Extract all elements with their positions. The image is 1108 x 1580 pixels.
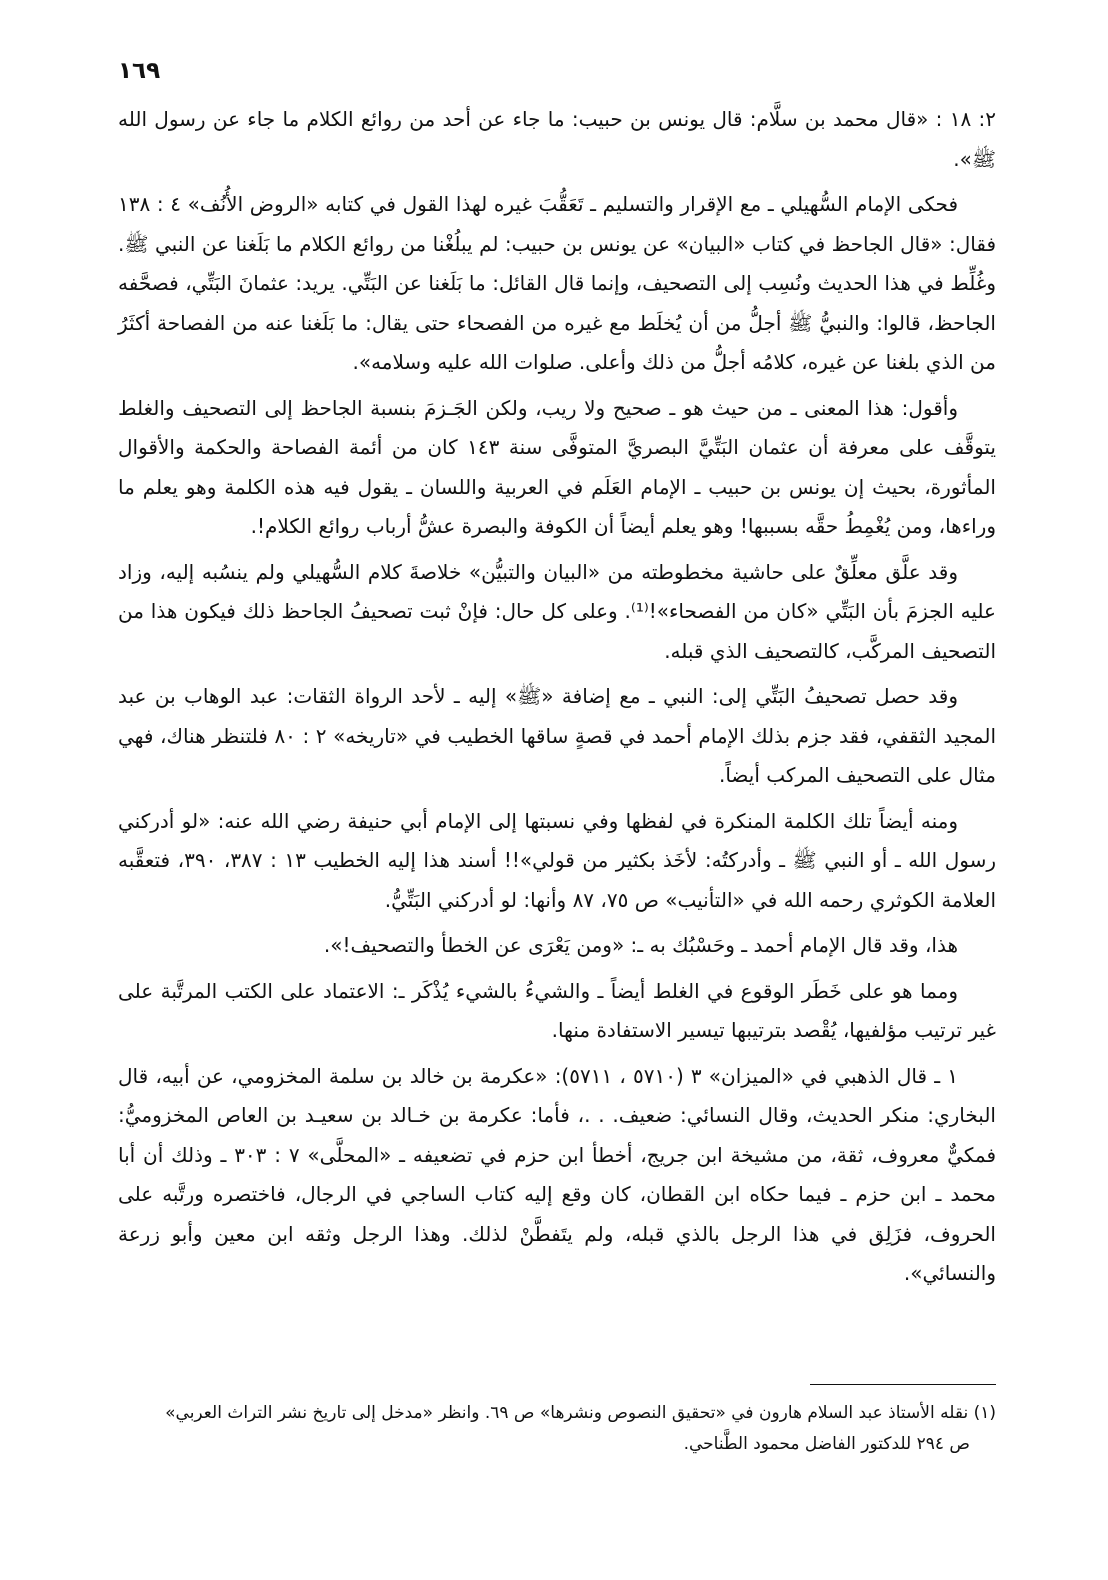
paragraph-abu-hanifa: ومنه أيضاً تلك الكلمة المنكرة في لفظها وفي نسبتها إلى الإمام أبي حنيفة رضي الله عنه: «لو أدركني رسول الله ـ أو النبي ﷺ ـ وأدركتُه: لأخَذ بكثير من قولي»!! أسند هذا إليه الخطيب ١٣ : ٣٨٧، ٣٩٠، فتعقَّبه العلامة الكوثري رحمه الله في «التأنيب» ص ٧٥، ٨٧ وأنها: لو أدركني البَتِّيُّ. bbox=[118, 808, 997, 912]
paragraph-margin-note: وقد علَّق معلِّقٌ على حاشية مخطوطته من «البيان والتبيُّن» خلاصةَ كلام السُّهيلي ولم ينسُبه إليه، وزاد عليه الجزمَ بأن البَتِّي «كان من الفصحاء»!⁽¹⁾. وعلى كل حال: فإنْ ثبت تصحيفُ الجاحظ ذلك فيكون هذا من التصحيف المركَّب، كالتصحيف الذي قبله. bbox=[118, 559, 996, 663]
paragraph-suhayli: فحكى الإمام السُّهيلي ـ مع الإقرار والتسليم ـ تَعَقُّبَ غيره لهذا القول في كتابه «الروض الأُنُف» ٤ : ١٣٨ فقال: «قال الجاحظ في كتاب «البيان» عن يونس بن حبيب: لم يبلُغْنا من روائع الكلام ما بَلَغنا عن النبي ﷺ. وغُلِّط في هذا الحديث ونُسِب إلى التصحيف، وإنما قال القائل: ما بَلَغنا عن البَتِّي. يريد: عثمانَ البَتِّي، فصحَّفه الجاحظ، قالوا: والنبيُّ ﷺ أجلُّ من أن يُخلَط مع غيره من الفصحاء حتى يقال: ما بَلَغنا عنه من الفصاحة أكثَرُ من الذي بلغنا عن غيره، كلامُه أجلُّ من ذلك وأعلى. صلوات الله عليه وسلامه». bbox=[118, 192, 996, 374]
footnote-line-1: (١) نقله الأستاذ عبد السلام هارون في «تحقيق النصوص ونشرها» ص ٦٩. وانظر «مدخل إلى تاريخ نشر التراث العربي» bbox=[165, 1403, 996, 1423]
footnote-divider bbox=[810, 1384, 996, 1385]
footnote-line-2: ص ٢٩٤ للدكتور الفاضل محمود الطَّناحي. bbox=[683, 1434, 970, 1454]
paragraph-ordering: ومما هو على خَطَر الوقوع في الغلط أيضاً ـ والشيءُ بالشيء يُذْكَر ـ: الاعتماد على الكتب المرتَّبة على غير ترتيب مؤلفيها، يُقْصد بترتيبها تيسير الاستفادة منها. bbox=[118, 978, 996, 1042]
paragraph-dhahabi: ١ ـ قال الذهبي في «الميزان» ٣ (٥٧١٠ ، ٥٧١١): «عكرمة بن خالد بن سلمة المخزومي، عن أبيه، قال البخاري: منكر الحديث، وقال النسائي: ضعيف. . .، فأما: عكرمة بن خـالد بن سعيـد بن العاص المخزوميُّ: فمكيٌّ معروف، ثقة، من مشيخة ابن جريج، أخطأ ابن حزم في تضعيفه ـ «المحلَّى» ٧ : ٣٠٣ ـ وذلك أن أبا محمد ـ ابن حزم ـ فيما حكاه ابن القطان، كان وقع إليه كتاب الساجي في الرجال، فاختصره ورتَّبه على الحروف، فزَلِق في هذا الرجل بالذي قبله، ولم يتَفطَّنْ لذلك. وهذا الرجل وثقه ابن معين وأبو زرعة والنسائي». bbox=[118, 1063, 997, 1285]
footnote bbox=[118, 1398, 996, 1460]
main-text bbox=[118, 100, 996, 1300]
paragraph-author-comment: وأقول: هذا المعنى ـ من حيث هو ـ صحيح ولا ريب، ولكن الجَـزمَ بنسبة الجاحظ إلى التصحيف والغلط يتوقَّف على معرفة أن عثمان البَتِّيَّ البصريَّ المتوفَّى سنة ١٤٣ كان من أئمة الفصاحة والحكمة والأقوال المأثورة، بحيث إن يونس بن حبيب ـ الإمام العَلَم في العربية واللسان ـ يقول فيه هذه الكلمة وهو يعلم ما وراءها، ومن يُغْمِطُ حقَّه بسببها! وهو يعلم أيضاً أن الكوفة والبصرة عشُّ أرباب روائع الكلام!. bbox=[118, 395, 997, 538]
paragraph-quote-yunus: ٢: ١٨ : «قال محمد بن سلَّام: قال يونس بن حبيب: ما جاء عن أحد من روائع الكلام ما جاء عن رسول الله ﷺ». bbox=[118, 107, 996, 171]
page-number: ١٦٩ bbox=[118, 58, 161, 84]
paragraph-thaqafi: وقد حصل تصحيفُ البَتِّي إلى: النبي ـ مع إضافة «ﷺ» إليه ـ لأحد الرواة الثقات: عبد الوهاب بن عبد المجيد الثقفي، فقد جزم بذلك الإمام أحمد في قصةٍ ساقها الخطيب في «تاريخه» ٢ : ٨٠ فلتنظر هناك، فهي مثال على التصحيف المركب أيضاً. bbox=[118, 684, 996, 787]
paragraph-ahmad-quote: هذا، وقد قال الإمام أحمد ـ وحَسْبُك به ـ: «ومن يَعْرَى عن الخطأ والتصحيف!». bbox=[323, 933, 958, 957]
